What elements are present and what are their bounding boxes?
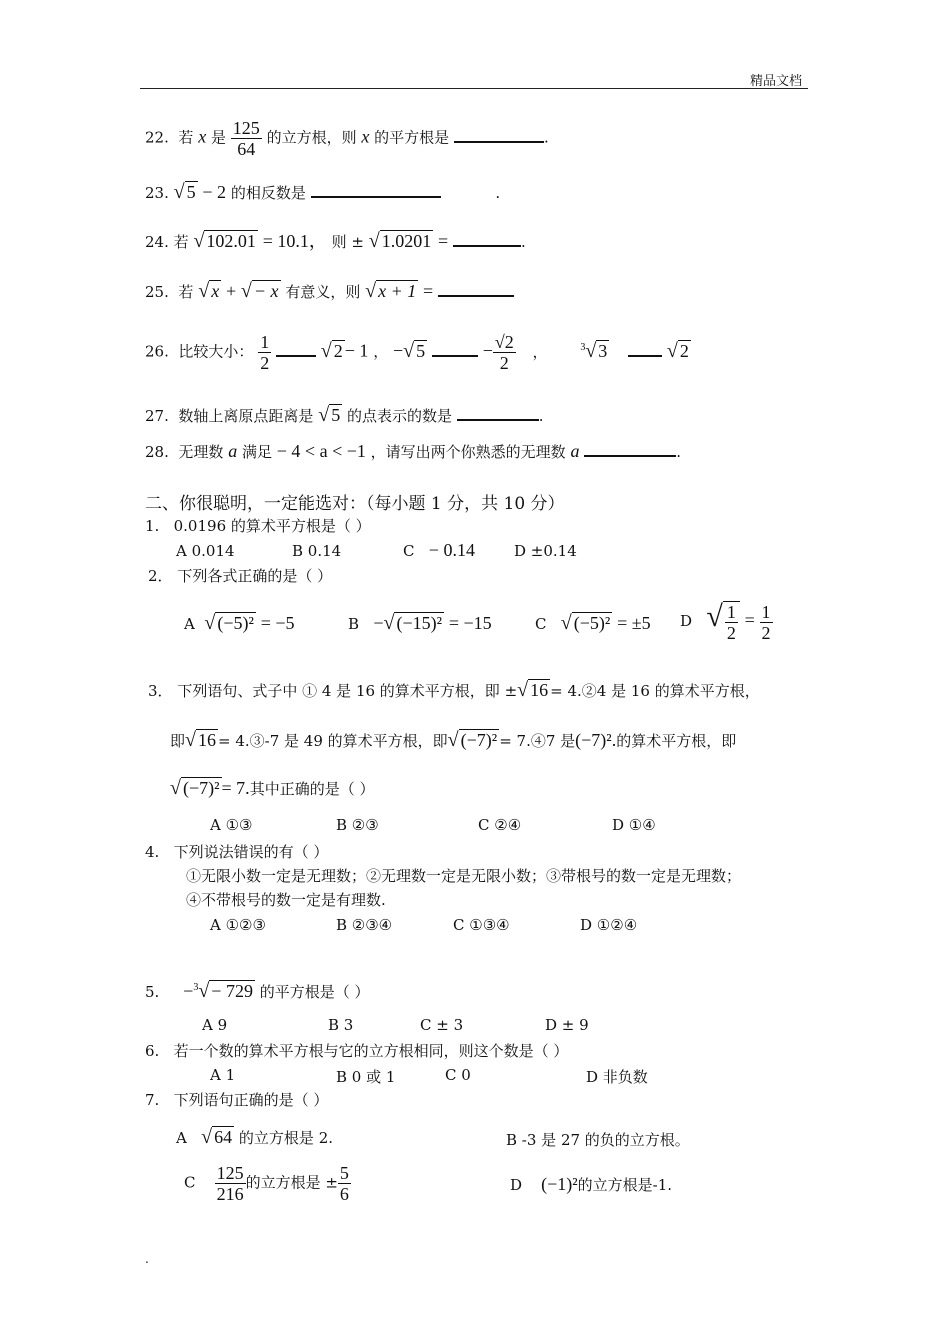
fraction [760,602,773,643]
sqrt: √ 5 [173,181,196,203]
sqrt: √ (−5)² [204,612,254,634]
text: = 4.③-7 是 49 的算术平方根，即 [218,732,448,750]
text: 的立方根，则 [266,128,357,147]
compare-blank-3[interactable] [628,354,662,357]
period: . [538,407,544,425]
answer-blank[interactable] [311,195,441,198]
expr: (−7)². [575,730,617,750]
denominator: 2 [499,353,509,373]
text: 的相反数是 [230,184,306,202]
sqrt: √ (−7)² [170,777,220,799]
option-b[interactable]: B ②③④ [336,916,393,934]
question-number: 7. [145,1091,160,1109]
mc-question-6 [145,1041,568,1061]
numerator: 125 [216,1163,244,1183]
option-c[interactable]: C 0 [445,1066,471,1084]
option-b[interactable]: B 0.14 [292,542,342,560]
fraction [215,1163,246,1204]
option-letter: A [184,615,195,633]
option-a[interactable]: A 9 [202,1016,228,1034]
mc-question-5 [145,978,370,1002]
numerator: 1 [260,332,270,352]
option-letter: B [348,615,360,633]
fraction [258,332,271,373]
header-rule [140,88,808,89]
sqrt: √ (−7)² [447,729,498,751]
sqrt: √ (−5)² [560,612,611,634]
expr: = −5 [260,613,295,633]
denominator: 2 [761,622,771,643]
expr: − 2 [202,182,227,202]
comma: ， [532,342,548,361]
question-text: 下列语句正确的是（ ） [173,1091,329,1109]
option-letter: C [535,615,547,633]
compare-blank-1[interactable] [276,354,316,357]
mc-question-3-line-2 [170,730,736,751]
mc-question-3-line-3 [170,778,374,799]
denominator: 64 [237,139,256,159]
numerator: 1 [726,601,736,622]
option-letter: C [184,1173,196,1192]
radicand: 16 [198,730,216,750]
page-header-label: 精品文档 [750,74,803,89]
text: ，请写出两个你熟悉的无理数 [370,443,566,461]
text: 的点表示的数是 [346,407,452,425]
text: 的算术平方根，即 [616,732,737,750]
text: 则 ± [331,233,364,251]
var-a: a [228,441,238,461]
expr: (−1)² [541,1174,578,1194]
fraction [493,332,516,373]
statement-line-1: ①无限小数一定是无理数；②无理数一定是无限小数；③带根号的数一定是无理数； [186,867,742,885]
sqrt: √ 5 [318,404,341,426]
text: 其中正确的是（ ） [249,780,375,798]
answer-blank[interactable] [453,244,521,247]
question-text: 下列说法错误的有（ ） [173,843,329,861]
option-b[interactable]: B ②③ [336,816,379,834]
mc-question-1 [145,516,371,536]
radicand: 3 [598,340,608,361]
sqrt: √ (−15)² [383,612,443,634]
var-a: a [570,441,580,461]
option-text: 的立方根是-1. [577,1176,673,1194]
sqrt: √ 16 [185,729,216,751]
numerator: 5 [339,1163,349,1183]
denominator: 216 [216,1184,244,1204]
option-b[interactable] [348,612,492,635]
period: . [520,233,526,251]
expr: = [438,231,449,251]
text: 数轴上离原点距离是 [178,407,314,425]
mc-question-2 [148,566,332,586]
period: . [543,128,549,147]
answer-blank[interactable] [454,140,544,143]
text: 满足 [241,443,272,461]
option-letter: D [680,612,693,630]
minus: − [392,340,404,361]
option-d[interactable]: D ①②④ [580,916,638,934]
question-number: 22. [145,128,169,147]
question-number: 4. [145,843,160,861]
option-c[interactable]: C ②④ [478,816,522,834]
radicand: 64 [214,1127,233,1147]
expr: = 7. [221,778,250,798]
question-text: 若一个数的算术平方根与它的立方根相同，则这个数是（ ） [173,1042,569,1060]
question-number: 24. [145,233,169,251]
option-d[interactable]: D 非负数 [586,1068,648,1086]
radicand: (−15)² [396,613,443,633]
question-25 [145,281,514,302]
sqrt: √ 102.01 [193,230,256,252]
sqrt: √ 2 [320,339,343,362]
radicand: 16 [530,680,549,700]
question-number: 2． [148,567,173,585]
sqrt: √ 1.0201 [368,230,432,252]
text: 无理数 [178,443,224,461]
expr: = [744,610,755,630]
question-number: 25. [145,283,169,301]
option-a[interactable]: A 1 [210,1066,236,1084]
sqrt: √ 64 [201,1126,233,1148]
comma: ， [373,342,389,361]
text: 比较大小： [178,342,254,361]
option-a[interactable]: A 0.014 [176,542,235,560]
option-text: 的立方根是 ± [245,1173,338,1192]
question-24 [145,231,526,252]
text: 的平方根是 [374,128,450,147]
inequality: − 4 < a < −1 [276,441,366,461]
question-number: 23. [145,184,169,202]
question-28 [145,441,681,462]
numerator: 1 [761,601,771,622]
option-text: 的立方根是 2. [238,1129,334,1147]
expr: = ±5 [617,613,651,633]
expr: = 10.1， [262,231,327,251]
period: . [676,443,682,461]
question-number: 28. [145,443,169,461]
option-d[interactable] [510,1174,672,1195]
radicand: 5 [331,405,341,425]
var-x: x [361,126,370,147]
question-text: 的平方根是（ ） [259,983,370,1001]
sqrt: √ 5 [403,339,426,362]
cube-root: $^3$√ 3 [580,339,608,362]
text: 即 [170,732,186,750]
var-x: x [198,126,207,147]
option-b[interactable]: B -3 是 27 的负的立方根。 [506,1131,690,1149]
option-letter: C [403,542,415,560]
question-27 [145,405,544,426]
expr: = [423,281,434,301]
option-d[interactable]: D ±0.14 [514,542,577,560]
radicand: (−7)² [460,730,498,750]
option-d[interactable]: D ± 9 [545,1016,589,1034]
cube-root: $^3$√ − 729 [193,980,253,1002]
sqrt: √ x [198,280,220,302]
radicand: (−7)² [182,778,220,798]
sqrt: √ 16 [517,679,549,701]
option-c[interactable] [403,540,475,561]
option-c[interactable]: C ± 3 [420,1016,464,1034]
text: = 7.④7 是 [499,732,576,750]
text: 是 [210,128,226,147]
radicand: 5 [186,182,196,202]
question-23 [145,182,500,203]
section-title: 二、你很聪明，一定能选对：（每小题 1 分，共 10 分） [145,494,565,514]
sqrt: √ $\frac{1}{2}$ [706,600,739,643]
option-a[interactable]: A ①③ [210,816,253,834]
fraction [723,601,740,643]
radicand: (−5)² [573,613,611,633]
root-index: 3 [580,341,586,353]
expr: − 1 [344,340,369,361]
answer-blank[interactable] [438,294,514,297]
question-number: 26. [145,342,169,361]
radicand: 5 [416,340,426,361]
numerator: 125 [232,118,260,138]
period: . [495,184,501,202]
question-26 [145,332,691,373]
denominator: 2 [726,622,736,643]
question-text: 下列各式正确的是（ ） [177,567,333,585]
option-b[interactable]: B 3 [328,1016,354,1034]
option-d[interactable]: D ①④ [612,816,656,834]
radicand: x + 1 [378,281,417,301]
question-number: 27. [145,407,169,425]
option-d[interactable] [680,600,773,643]
option-a[interactable]: A ①②③ [210,916,266,934]
radicand: x [211,281,220,301]
fraction [231,118,262,159]
sqrt: √ x + 1 [365,280,417,302]
text: 有意义，则 [285,283,361,301]
mc-question-3-line-1 [148,680,760,701]
expr: = −15 [448,613,492,633]
option-a[interactable] [184,612,295,635]
text: 若 [173,233,189,251]
numerator: √2 [494,332,514,352]
minus: − [373,613,384,633]
sqrt: √ − x [240,280,279,302]
statement-line-2: ④不带根号的数一定是有理数. [186,891,386,909]
radicand: (−5)² [217,613,254,633]
text: 下列语句、式子中 ① 4 是 16 的算术平方根，即 ± [177,682,518,700]
mc-question-4 [145,842,328,862]
mc-question-7 [145,1090,328,1110]
expr: + [225,281,237,301]
footer-dot: . [145,1252,149,1266]
minus: − [183,981,194,1001]
text: 若 [178,128,194,147]
option-c[interactable] [535,612,651,635]
option-b[interactable]: B 0 或 1 [336,1068,396,1086]
question-number: 1. [145,517,160,535]
radicand: 2 [679,340,689,361]
option-value: − 0.14 [428,540,475,560]
option-a[interactable] [176,1126,333,1149]
minus: − [482,340,493,361]
question-number: 5. [145,983,160,1001]
radicand: − 729 [211,981,253,1001]
question-number: 6. [145,1042,160,1060]
option-letter: D [510,1176,523,1194]
option-c[interactable]: C ①③④ [453,916,510,934]
option-letter: A [176,1129,187,1147]
denominator: 6 [339,1184,349,1204]
compare-blank-2[interactable] [432,354,478,357]
text: 若 [178,283,194,301]
sqrt: √ 2 [666,339,689,362]
answer-blank[interactable] [584,454,676,457]
radicand: − x [253,281,279,301]
question-text: 0.0196 的算术平方根是（ ） [173,517,371,535]
text: = 4.②4 是 16 的算术平方根， [550,682,760,700]
question-22 [145,118,549,159]
denominator: 2 [260,353,270,373]
answer-blank[interactable] [457,418,539,421]
question-number: 3． [148,682,173,700]
fraction [338,1163,351,1204]
radicand: 1.0201 [381,231,432,251]
root-index: 3 [193,982,199,993]
radicand: 102.01 [206,231,256,251]
radicand: 2 [333,340,343,361]
option-c[interactable] [184,1163,351,1204]
